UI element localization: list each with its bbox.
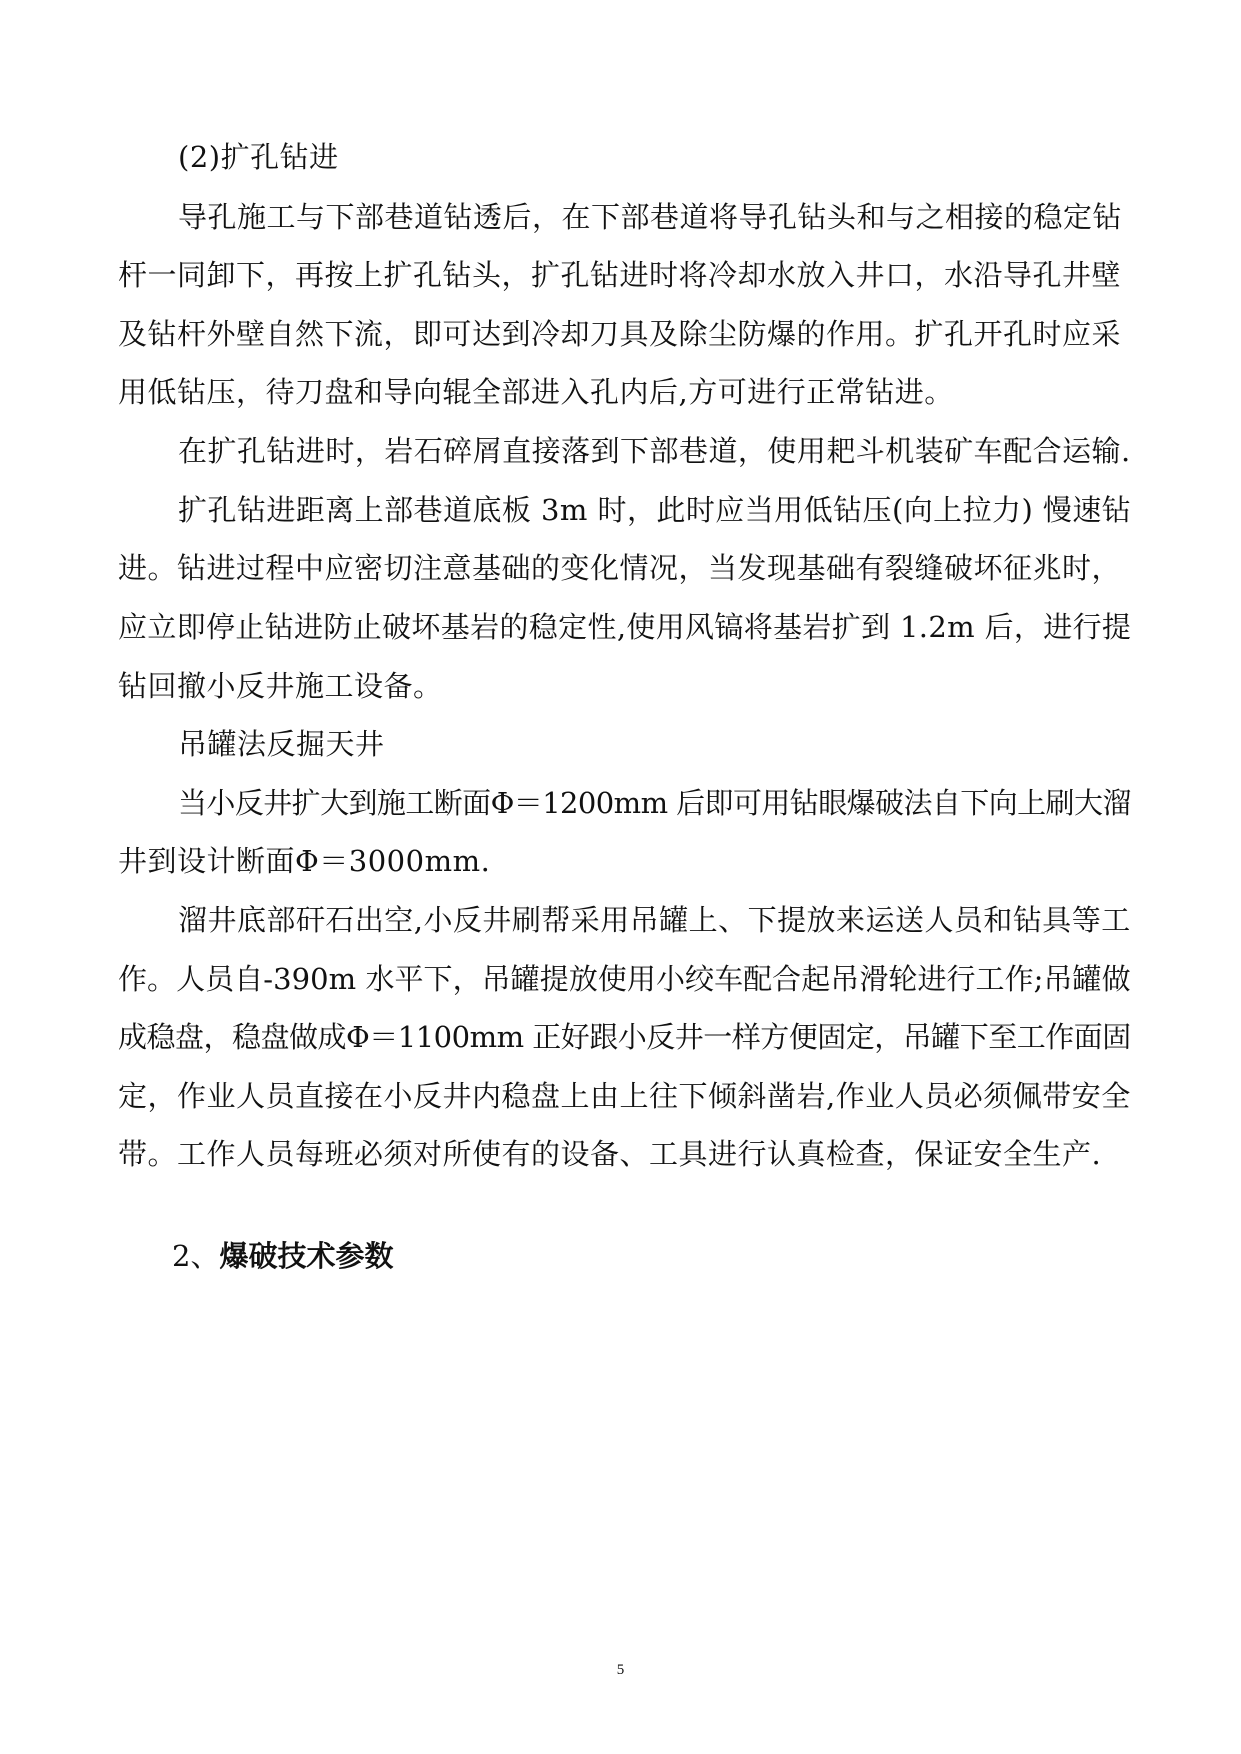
paragraph-line: 杆一同卸下，再按上扩孔钻头，扩孔钻进时将冷却水放入井口，水沿导孔井壁: [118, 258, 1122, 292]
paragraph-line: 带。工作人员每班必须对所使有的设备、工具进行认真检查，保证安全生产.: [118, 1137, 1102, 1171]
subsection-heading-cage-raising: 吊罐法反掘天井: [178, 727, 385, 761]
paragraph-line: 及钻杆外壁自然下流，即可达到冷却刀具及除尘防爆的作用。扩孔开孔时应采: [118, 317, 1122, 351]
page-number: 5: [616, 1662, 625, 1678]
paragraph-line: 扩孔钻进距离上部巷道底板 3m 时，此时应当用低钻压(向上拉力) 慢速钻: [178, 493, 1132, 527]
paragraph-line: 导孔施工与下部巷道钻透后，在下部巷道将导孔钻头和与之相接的稳定钻: [178, 200, 1123, 234]
paragraph-line: 定，作业人员直接在小反井内稳盘上由上往下倾斜凿岩,作业人员必须佩带安全: [118, 1079, 1131, 1113]
paragraph-line: 当小反井扩大到施工断面Φ＝1200mm 后即可用钻眼爆破法自下向上刷大溜: [178, 786, 1131, 820]
paragraph-line: 在扩孔钻进时，岩石碎屑直接落到下部巷道，使用耙斗机装矿车配合运输.: [178, 434, 1131, 468]
paragraph-line: 钻回撤小反井施工设备。: [118, 669, 443, 703]
subsection-heading-reaming: (2)扩孔钻进: [178, 140, 339, 174]
paragraph-line: 作。人员自-390m 水平下，吊罐提放使用小绞车配合起吊滑轮进行工作;吊罐做: [118, 962, 1131, 996]
paragraph-line: 应立即停止钻进防止破坏基岩的稳定性,使用风镐将基岩扩到 1.2m 后，进行提: [118, 610, 1132, 644]
section-heading: [172, 1236, 393, 1276]
paragraph-line: 进。钻进过程中应密切注意基础的变化情况，当发现基础有裂缝破坏征兆时，: [118, 551, 1122, 585]
section-number: 2、: [172, 1239, 220, 1273]
section-title: 爆破技术参数: [219, 1239, 394, 1273]
paragraph-line: 成稳盘，稳盘做成Φ＝1100mm 正好跟小反井一样方便固定，吊罐下至工作面固: [118, 1020, 1131, 1054]
paragraph-line: 井到设计断面Φ＝3000mm.: [118, 844, 491, 878]
paragraph-line: 溜井底部矸石出空,小反井刷帮采用吊罐上、下提放来运送人员和钻具等工: [178, 903, 1131, 937]
paragraph-line: 用低钻压，待刀盘和导向辊全部进入孔内后,方可进行正常钻进。: [118, 375, 954, 409]
